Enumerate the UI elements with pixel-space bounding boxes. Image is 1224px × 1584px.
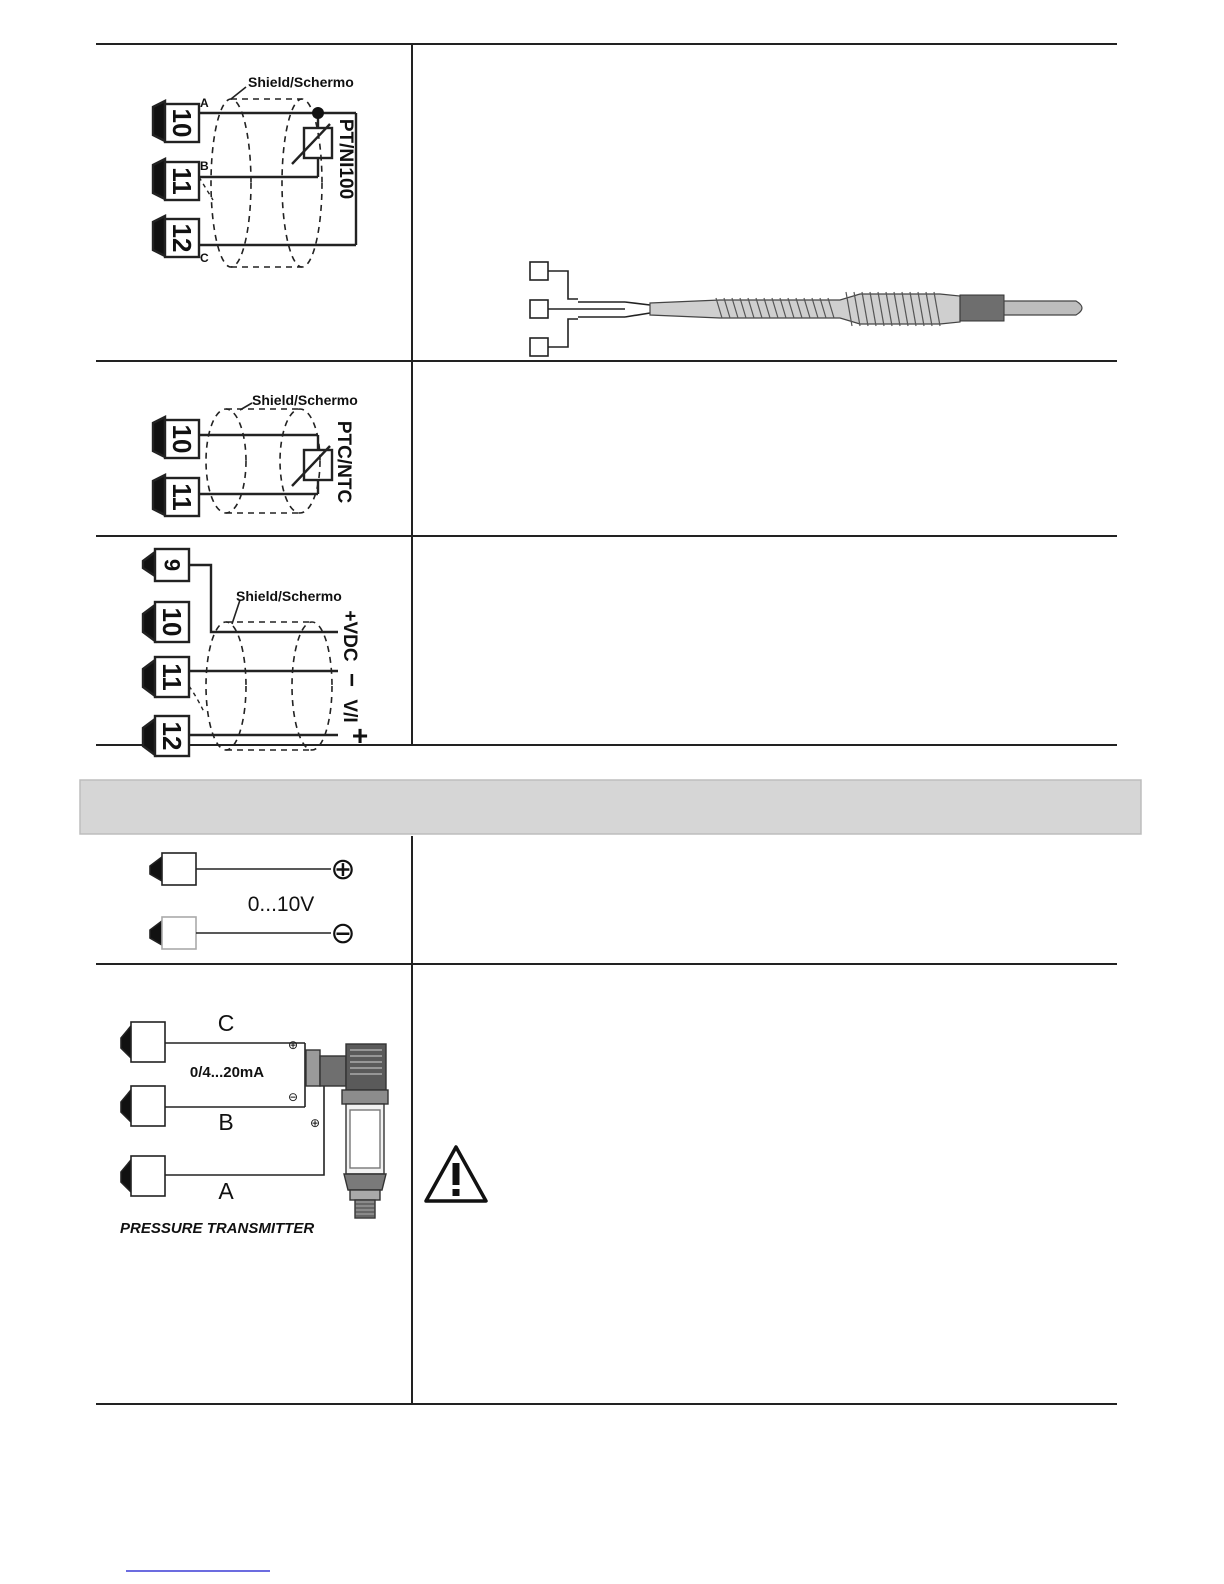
voltage-minus-icon: ⊖ bbox=[330, 916, 356, 951]
thermistor-terminal-10: 10 bbox=[167, 424, 197, 454]
transmitter-plus-sign: + bbox=[351, 720, 369, 751]
pressure-pin-minus: ⊖ bbox=[287, 1090, 299, 1104]
thermistor-sensor-label: PTC/NTC bbox=[333, 420, 354, 504]
table-frame bbox=[96, 44, 1117, 1404]
voltage-range-label: 0...10V bbox=[247, 893, 315, 916]
rtd-terminal-11: 11 bbox=[167, 167, 197, 195]
rtd-shield-label: Shield/Schermo bbox=[248, 74, 354, 90]
thermistor-terminal-11: 11 bbox=[167, 483, 197, 511]
transmitter-supply-label: +VDC bbox=[339, 610, 360, 662]
pressure-transmitter-device bbox=[306, 1044, 388, 1218]
pressure-wire-letter-b: B bbox=[218, 1109, 234, 1135]
warning-icon bbox=[426, 1147, 486, 1201]
section-header-band bbox=[80, 780, 1141, 834]
transmitter-terminal-11: 11 bbox=[157, 663, 187, 691]
rtd-wire-letter-a: A bbox=[200, 96, 209, 110]
rtd-terminal-12: 12 bbox=[167, 223, 197, 253]
rtd-wire-letter-b: B bbox=[200, 159, 209, 173]
pressure-pin-plus-lower: ⊕ bbox=[309, 1116, 321, 1130]
transmitter-minus-sign: − bbox=[338, 672, 365, 688]
rtd-sensor-label: PT/NI100 bbox=[335, 118, 356, 200]
pressure-range-label: 0/4...20mA bbox=[189, 1064, 265, 1081]
voltage-plus-icon: ⊕ bbox=[330, 852, 356, 887]
pressure-wire-letter-c: C bbox=[217, 1010, 235, 1036]
junction-dot bbox=[312, 107, 324, 119]
pressure-wire-letter-a: A bbox=[218, 1178, 234, 1204]
pressure-transmitter-caption: PRESSURE TRANSMITTER bbox=[120, 1220, 315, 1237]
transmitter-signal-label: V/I bbox=[339, 699, 360, 723]
rtd-probe-drawing bbox=[530, 262, 1082, 356]
rtd-terminal-10: 10 bbox=[167, 108, 197, 138]
transmitter-terminal-12: 12 bbox=[157, 721, 187, 751]
pressure-pin-plus-upper: ⊕ bbox=[287, 1038, 299, 1052]
transmitter-shield-label: Shield/Schermo bbox=[236, 588, 342, 604]
transmitter-terminal-9: 9 bbox=[159, 558, 185, 572]
rtd-wire-letter-c: C bbox=[200, 251, 209, 265]
transmitter-terminal-10: 10 bbox=[157, 607, 187, 637]
thermistor-shield-label: Shield/Schermo bbox=[252, 392, 358, 408]
